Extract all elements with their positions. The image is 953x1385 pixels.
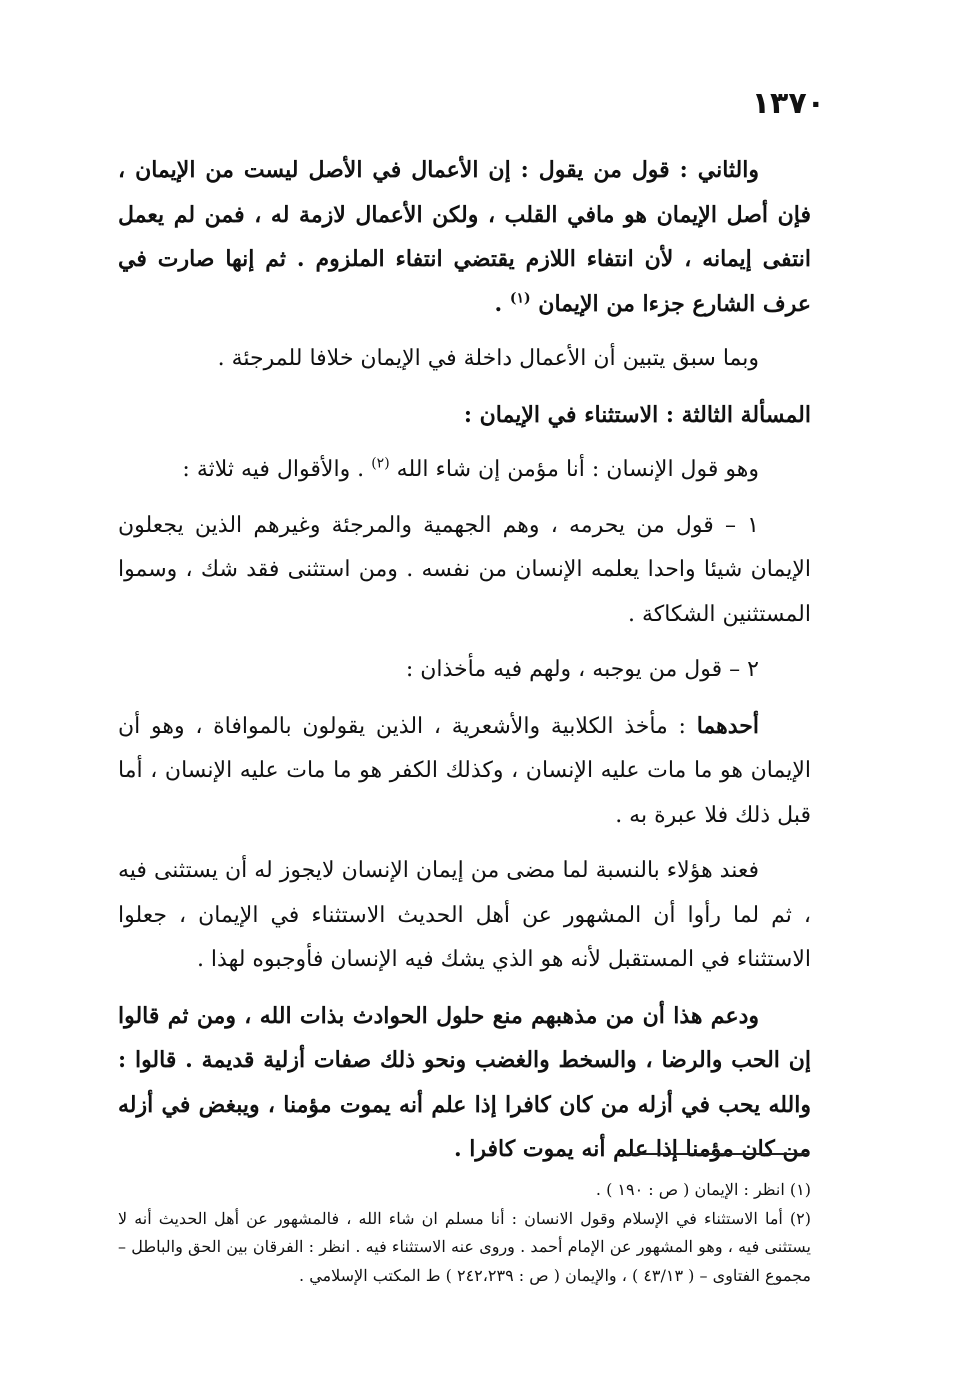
paragraph-text: . والأقوال فيه ثلاثة : xyxy=(182,457,372,482)
paragraph-first-source xyxy=(118,704,811,839)
paragraph-item-1: ١ – قول من يحرمه ، وهم الجهمية والمرجئة وغيرهم الذين يجعلون الإيمان شيئا واحدا يعلمه الإنسان من نفسه . ومن استثنى فقد شك ، وسموا المستثنين الشكاكة . xyxy=(118,512,811,627)
footnote-divider xyxy=(629,1153,809,1155)
paragraph-definition xyxy=(118,448,811,493)
paragraph-second-opinion xyxy=(118,148,811,326)
paragraph-text: : مأخذ الكلابية والأشعرية ، الذين يقولون بالموافاة ، وهو أن الإيمان هو ما مات عليه الإنسان ، وكذلك الكفر هو ما مات عليه الإنسان ، أما قبل ذلك فلا عبرة به . xyxy=(118,713,811,828)
section-heading: المسألة الثالثة : الاستثناء في الإيمان : xyxy=(463,401,811,428)
paragraph-end: . xyxy=(494,290,510,317)
footnote-1: (١) انظر : الإيمان ( ص : ١٩٠ ) . xyxy=(595,1180,811,1199)
paragraph-text: وهو قول الإنسان : أنا مؤمن إن شاء الله xyxy=(389,457,759,482)
main-text xyxy=(118,148,811,1183)
footnotes xyxy=(118,1176,811,1290)
footnote-ref-1: (١) xyxy=(509,290,531,307)
footnote-ref-2: (٢) xyxy=(371,455,390,472)
paragraph-text: والثاني : قول من يقول : إن الأعمال في الأصل ليست من الإيمان ، فإن أصل الإيمان هو مافي القلب ، ولكن الأعمال لازمة له ، فمن لم يعمل انتفى إيمانه ، لأن انتفاء اللازم يقتضي انتفاء الملزوم . ثم إنها صارت في عرف الشارع جزءا من الإيمان xyxy=(118,157,811,317)
paragraph-lead: أحدهما xyxy=(696,712,759,739)
paragraph-item-2: ٢ – قول من يوجبه ، ولهم فيه مأخذان : xyxy=(405,657,759,682)
paragraph-their-view: فعند هؤلاء بالنسبة لما مضى من إيمان الإنسان لايجوز له أن يستثنى فيه ، ثم لما رأوا أن المشهور عن أهل الحديث الاستثناء في الإيمان ، جعلوا الاستثناء في المستقبل لأنه هو الذي يشك فيه الإنسان فأوجبوه لهذا . xyxy=(118,858,811,972)
paragraph-support: ودعم هذا أن من مذهبهم منع حلول الحوادث بذات الله ، ومن ثم قالوا إن الحب والرضا ، والسخط والغضب ونحو ذلك صفات أزلية قديمة . قالوا : والله يحب في أزله من كان كافرا إذا علم أنه يموت مؤمنا ، ويبغض في أزله من كان مؤمنا إذا علم أنه يموت كافرا . xyxy=(118,1002,811,1162)
page-number: ١٣٧٠ xyxy=(751,86,825,121)
paragraph-conclusion: وبما سبق يتبين أن الأعمال داخلة في الإيمان خلافا للمرجئة . xyxy=(217,346,759,371)
footnote-2: (٢) أما الاستثناء في الإسلام وقول الانسان : أنا مسلم ان شاء الله ، فالمشهور عن أهل الحديث أنه لا يستثنى فيه ، وهو المشهور عن الإمام أحمد . وروى عنه الاستثناء فيه . انظر : الفرقان بين الحق والباطل – مجموع الفتاوى – ( ٤٣/١٣ ) ، والإيمان ( ص : ٢٤٢،٢٣٩ ) ط المكتب الإسلامي . xyxy=(118,1208,812,1285)
